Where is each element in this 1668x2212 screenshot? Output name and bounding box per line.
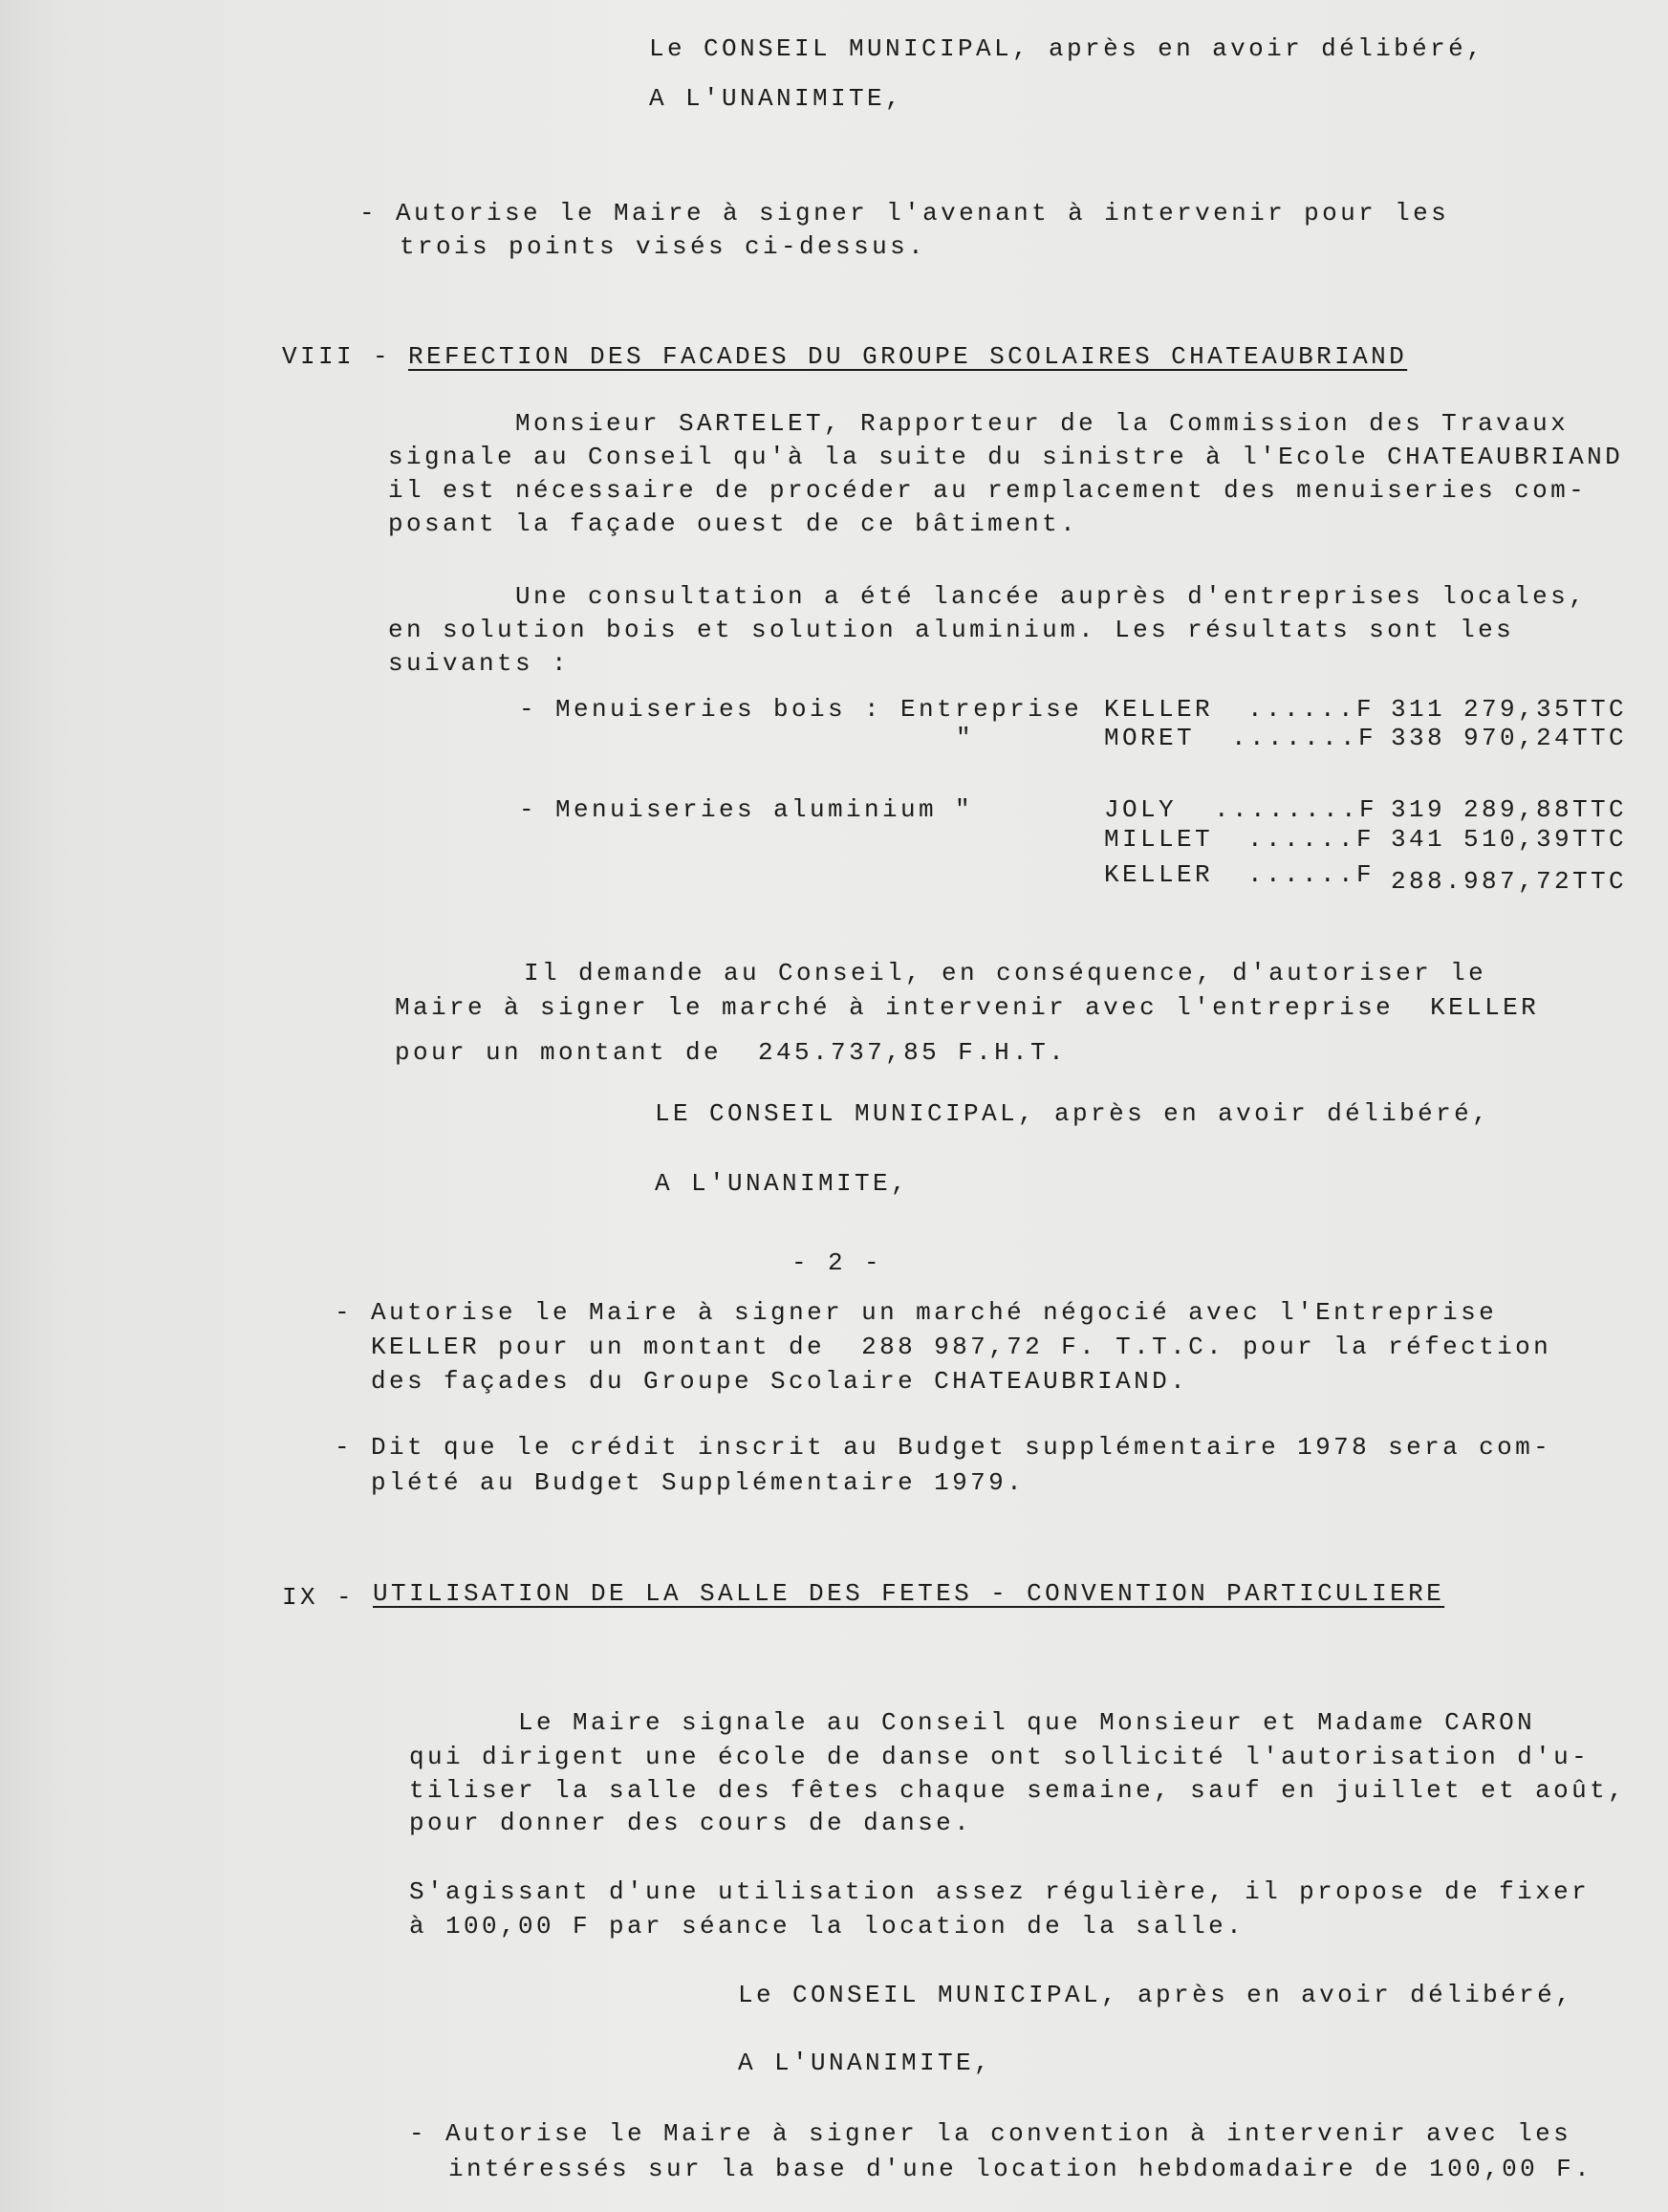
decision-line: - Autorise le Maire à signer un marché négocié avec l'Entreprise (335, 1298, 1498, 1327)
offer-company: MORET (1104, 724, 1196, 752)
paragraph-line: qui dirigent une école de danse ont sollicité l'autorisation d'u- (409, 1743, 1591, 1771)
paragraph-line: tiliser la salle des fêtes chaque semaine, sauf en juillet et août, (409, 1776, 1627, 1805)
council-deliberation: Le CONSEIL MUNICIPAL, après en avoir délibéré, (649, 34, 1485, 63)
paragraph-line: Monsieur SARTELET, Rapporteur de la Commission des Travaux (515, 409, 1570, 438)
council-deliberation: LE CONSEIL MUNICIPAL, après en avoir délibéré, (655, 1099, 1491, 1128)
paragraph-line: à 100,00 F par séance la location de la salle. (409, 1912, 1246, 1941)
paragraph-line: Il demande au Conseil, en conséquence, d'autoriser le (524, 959, 1487, 987)
offer-label: " (956, 724, 975, 752)
offer-company: MILLET (1104, 825, 1214, 854)
offer-amount: 338 970,24TTC (1391, 724, 1628, 752)
decision-line: KELLER pour un montant de 288 987,72 F. T.T.C. pour la réfection (371, 1333, 1552, 1361)
paragraph-line: suivants : (388, 649, 571, 678)
paragraph-line: Une consultation a été lancée auprès d'entreprises locales, (515, 582, 1588, 611)
decision-line: - Dit que le crédit inscrit au Budget supplémentaire 1978 sera com- (335, 1433, 1552, 1462)
decision-line: trois points visés ci-dessus. (400, 232, 927, 261)
decision-line: des façades du Groupe Scolaire CHATEAUBRIAND. (371, 1367, 1189, 1396)
paragraph-line: il est nécessaire de procéder au remplacement des menuiseries com- (388, 476, 1588, 505)
paragraph-line: S'agissant d'une utilisation assez régulière, il propose de fixer (409, 1877, 1591, 1906)
offer-dots: ........F (1214, 795, 1378, 824)
unanimity: A L'UNANIMITE, (738, 2049, 993, 2077)
offer-dots: ......F (1247, 695, 1376, 724)
offer-amount: 311 279,35TTC (1391, 695, 1628, 724)
offer-dots: ......F (1247, 860, 1376, 889)
page-shadow (0, 0, 67, 2212)
offer-amount: 288.987,72TTC (1391, 867, 1628, 896)
paragraph-line: posant la façade ouest de ce bâtiment. (388, 510, 1079, 538)
offer-company: JOLY (1104, 795, 1178, 824)
paragraph-line: Le Maire signale au Conseil que Monsieur et Madame CARON (518, 1708, 1536, 1737)
paragraph-line: en solution bois et solution aluminium. Les résultats sont les (388, 616, 1515, 644)
paragraph-line: signale au Conseil qu'à la suite du sinistre à l'Ecole CHATEAUBRIAND (388, 443, 1624, 471)
paragraph-line: Maire à signer le marché à intervenir avec l'entreprise KELLER (395, 993, 1540, 1022)
section-title: UTILISATION DE LA SALLE DES FETES - CONVENTION PARTICULIERE (373, 1579, 1445, 1608)
decision-line: intéressés sur la base d'une location hebdomadaire de 100,00 F. (448, 2155, 1593, 2183)
page-number: - 2 - (791, 1248, 883, 1277)
section-number: IX - (282, 1583, 356, 1612)
offer-amount: 341 510,39TTC (1391, 825, 1628, 854)
section-title: REFECTION DES FACADES DU GROUPE SCOLAIRES CHATEAUBRIAND (408, 342, 1408, 371)
unanimity: A L'UNANIMITE, (649, 84, 904, 113)
decision-line: - Autorise le Maire à signer la convention à intervenir avec les (409, 2119, 1572, 2148)
council-deliberation: Le CONSEIL MUNICIPAL, après en avoir délibéré, (738, 1981, 1574, 2009)
section-number: VIII - (282, 342, 392, 371)
paragraph-line: pour un montant de 245.737,85 F.H.T. (395, 1038, 1068, 1067)
offer-company: KELLER (1104, 860, 1214, 889)
offer-dots: ......F (1247, 825, 1376, 854)
offer-label: - Menuiseries aluminium " (519, 795, 974, 824)
offer-amount: 319 289,88TTC (1391, 795, 1628, 824)
offer-label: - Menuiseries bois : Entreprise (519, 695, 1083, 724)
offer-company: KELLER (1104, 695, 1214, 724)
decision-line: plété au Budget Supplémentaire 1979. (371, 1468, 1026, 1497)
offer-dots: .......F (1231, 724, 1377, 752)
paragraph-line: pour donner des cours de danse. (409, 1809, 973, 1837)
decision-line: - Autorise le Maire à signer l'avenant à intervenir pour les (359, 199, 1450, 228)
unanimity: A L'UNANIMITE, (655, 1169, 910, 1198)
